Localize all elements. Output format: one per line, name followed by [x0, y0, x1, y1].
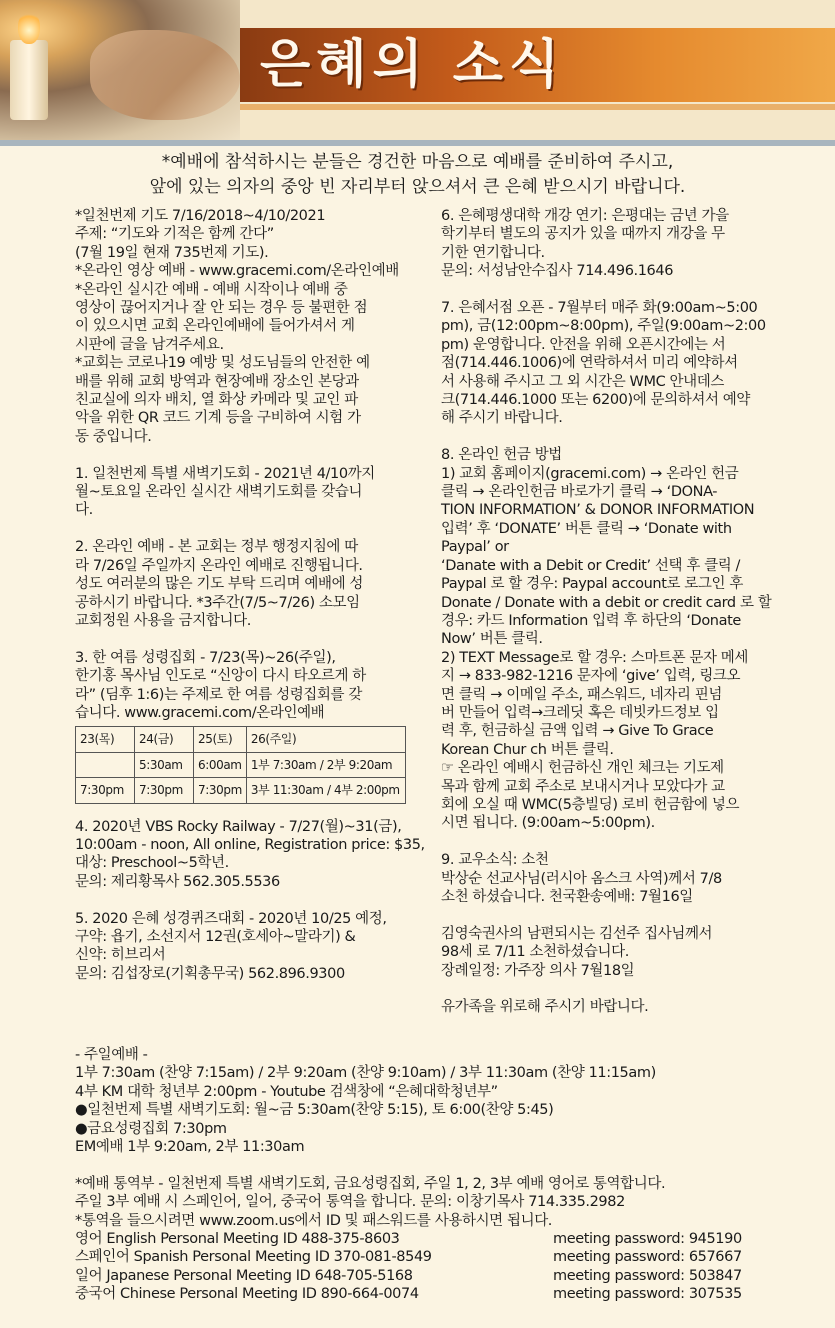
meeting-id: 영어 English Personal Meeting ID 488-375-8603	[75, 1231, 400, 1248]
candle-prayer-photo	[0, 0, 240, 140]
text-line: 신약: 히브리서	[75, 947, 166, 964]
text-line: 문의: 서성남안수집사 714.496.1646	[441, 263, 674, 280]
text-line: *일천번제 기도 7/16/2018~4/10/2021	[75, 208, 326, 224]
text-line: EM예배 1부 9:20am, 2부 11:30am	[75, 1139, 305, 1156]
right-column-text	[441, 207, 806, 1017]
text-line	[75, 630, 430, 648]
text-line: 공하시기 바랍니다. *3주간(7/5~7/26) 소모임	[75, 594, 360, 611]
text-line: 기한 연기합니다.	[441, 244, 545, 261]
text-line: 2) TEXT Message로 할 경우: 스마트폰 문자 메세	[441, 649, 749, 666]
text-line: 버 만들어 입력→크레딧 혹은 데빗카드정보 입	[441, 704, 719, 721]
text-line	[75, 891, 430, 909]
text-line: 입력’ 후 ‘DONATE’ 버튼 클릭 → ‘Donate with	[441, 520, 732, 537]
text-line: pm) 운영합니다. 안전을 위해 오픈시간에는 서	[441, 336, 726, 353]
text-line: 시판에 글을 남겨주세요.	[75, 336, 224, 353]
text-line	[75, 446, 430, 464]
text-line: 이 있으시면 교회 온라인예배에 들어가셔서 게	[75, 318, 355, 335]
text-line: 5. 2020 은혜 성경퀴즈대회 - 2020년 10/25 예정,	[75, 910, 387, 927]
text-line: *예배 통역부 - 일천번제 특별 새벽기도회, 금요성령집회, 주일 1, 2, 3부 예배 영어로 통역합니다.	[75, 1175, 666, 1192]
text-line: (7월 19일 현재 735번제 기도).	[75, 244, 269, 261]
right-column	[441, 207, 806, 1017]
meeting-id: 일어 Japanese Personal Meeting ID 648-705-5168	[75, 1267, 413, 1284]
text-line	[75, 1156, 805, 1174]
text-line	[441, 833, 806, 851]
text-line: 대상: Preschool~5학년.	[75, 855, 229, 872]
schedule-cell: 7:30pm	[135, 778, 194, 803]
text-line	[75, 520, 430, 538]
text-line: 시면 됩니다. (9:00am~5:00pm).	[441, 815, 655, 832]
meeting-password: meeting password: 503847	[553, 1267, 742, 1284]
text-line: 1) 교회 홈페이지(gracemi.com) → 온라인 헌금	[441, 465, 739, 482]
text-line: 클릭 → 온라인헌금 바로가기 클릭 → ‘DONA-	[441, 484, 718, 501]
text-line: 8. 온라인 헌금 방법	[441, 447, 562, 464]
schedule-row	[76, 752, 406, 777]
text-line: 김영숙권사의 남편되시는 김선주 집사님께서	[441, 925, 713, 942]
text-line: 지 → 833-982-1216 문자에 ‘give’ 입력, 링크오	[441, 668, 741, 685]
text-line	[441, 428, 806, 446]
text-line: pm), 금(12:00pm~8:00pm), 주일(9:00am~2:00	[441, 318, 766, 335]
text-line: TION INFORMATION’ & DONOR INFORMATION	[441, 502, 755, 519]
title-band-underline	[240, 104, 835, 110]
schedule-cell: 3부 11:30am / 4부 2:00pm	[246, 778, 405, 803]
text-line: ☞ 온라인 예배시 헌금하신 개인 체크는 기도제	[441, 760, 724, 777]
text-line: 해 주시기 바랍니다.	[441, 410, 563, 427]
text-line	[441, 906, 806, 924]
text-line: 력 후, 헌금하실 금액 입력 → Give To Grace	[441, 723, 714, 740]
text-line: 7. 은혜서점 오픈 - 7월부터 매주 화(9:00am~5:00	[441, 300, 758, 317]
meeting-row	[75, 1285, 805, 1303]
meeting-row	[75, 1248, 805, 1266]
header-separator	[0, 140, 835, 146]
left-column-text-2	[75, 818, 430, 984]
text-line: 주일 3부 예배 시 스페인어, 일어, 중국어 통역을 합니다. 문의: 이창기목사 714.335.2982	[75, 1194, 625, 1211]
praying-hands-image	[90, 30, 240, 120]
text-line: 친교실에 의자 배치, 열 화상 카메라 및 교인 파	[75, 392, 358, 409]
text-line: Donate / Donate with a debit or credit card 로 할	[441, 594, 772, 611]
text-line: 4부 KM 대학 청년부 2:00pm - Youtube 검색창에 “은혜대학청년부”	[75, 1083, 498, 1100]
text-line: 98세 로 7/11 소천하셨습니다.	[441, 944, 629, 961]
text-line: 한기홍 목사님 인도로 “신앙이 다시 타오르게 하	[75, 668, 366, 685]
bottom-section	[75, 1046, 805, 1304]
text-line	[441, 980, 806, 998]
text-line: 배를 위해 교회 방역과 현장예배 장소인 본당과	[75, 373, 359, 390]
text-line: 장례일정: 가주장 의사 7월18일	[441, 962, 635, 979]
schedule-row	[76, 778, 406, 803]
left-column	[75, 207, 430, 983]
schedule-cell: 5:30am	[135, 752, 194, 777]
text-line: 악을 위한 QR 코드 기계 등을 구비하여 시험 가	[75, 410, 361, 427]
schedule-cell: 23(목)	[76, 727, 135, 752]
text-line: 동 중입니다.	[75, 428, 152, 445]
text-line: 9. 교우소식: 소천	[441, 852, 549, 869]
text-line: *온라인 실시간 예배 - 예배 시작이나 예배 중	[75, 281, 348, 298]
text-line: 학기부터 별도의 공지가 있을 때까지 개강을 무	[441, 226, 725, 243]
text-line: 회에 오실 때 WMC(5층빌딩) 로비 헌금함에 넣으	[441, 796, 740, 813]
intro-notice	[0, 150, 835, 200]
text-line: *온라인 영상 예배 - www.gracemi.com/온라인예배	[75, 263, 399, 280]
text-line: 다.	[75, 502, 93, 519]
schedule-cell: 7:30pm	[76, 778, 135, 803]
header-banner	[0, 0, 835, 140]
text-line: 월~토요일 온라인 실시간 새벽기도회를 갖습니	[75, 484, 363, 501]
text-line: 주제: “기도와 기적은 함께 간다”	[75, 226, 274, 243]
intro-line-2: 앞에 있는 의자의 중앙 빈 자리부터 앉으셔서 큰 은혜 받으시기 바랍니다.	[149, 177, 686, 197]
meeting-id: 스페인어 Spanish Personal Meeting ID 370-081-8549	[75, 1249, 432, 1266]
meeting-password: meeting password: 307535	[553, 1286, 742, 1303]
schedule-cell: 7:30pm	[194, 778, 247, 803]
candle-icon	[10, 40, 48, 120]
text-line: ●일천번제 특별 새벽기도회: 월~금 5:30am(찬양 5:15), 토 6:00(찬양 5:45)	[75, 1102, 554, 1119]
text-line: 구약: 욥기, 소선지서 12권(호세아~말라기) &	[75, 928, 356, 945]
text-line: 2. 온라인 예배 - 본 교회는 정부 행정지침에 따	[75, 539, 358, 556]
text-line: *통역을 들으시려면 www.zoom.us에서 ID 및 패스워드를 사용하시면 됩니다.	[75, 1212, 553, 1229]
text-line: 성도 여러분의 많은 기도 부탁 드리며 예배에 성	[75, 576, 363, 593]
text-line: 라” (딤후 1:6)는 주제로 한 여름 성령집회를 갖	[75, 686, 362, 703]
schedule-cell: 26(주일)	[246, 727, 405, 752]
text-line: ●금요성령집회 7:30pm	[75, 1120, 227, 1137]
text-line: 6. 은혜평생대학 개강 연기: 은평대는 금년 가을	[441, 208, 729, 224]
schedule-cell: 25(토)	[194, 727, 247, 752]
worship-schedule	[75, 1046, 805, 1230]
text-line: 서 사용해 주시고 그 외 시간은 WMC 안내데스	[441, 373, 724, 390]
meeting-id: 중국어 Chinese Personal Meeting ID 890-664-0074	[75, 1286, 419, 1303]
intro-line-1: *예배에 참석하시는 분들은 경건한 마음으로 예배를 준비하여 주시고,	[161, 152, 674, 172]
schedule-cell: 6:00am	[194, 752, 247, 777]
text-line: 경우: 카드 Information 입력 후 하단의 ‘Donate	[441, 612, 741, 629]
revival-schedule-table	[75, 726, 406, 803]
text-line: 크(714.446.1000 또는 6200)에 문의하셔서 예약	[441, 392, 750, 409]
text-line: *교회는 코로나19 예방 및 성도님들의 안전한 예	[75, 355, 370, 372]
text-line: 영상이 끊어지거나 잘 안 되는 경우 등 불편한 점	[75, 300, 368, 317]
text-line: Now’ 버튼 클릭.	[441, 631, 543, 648]
text-line: 습니다. www.gracemi.com/온라인예배	[75, 704, 325, 721]
meeting-row	[75, 1230, 805, 1248]
text-line: 1. 일천번제 특별 새벽기도회 - 2021년 4/10까지	[75, 465, 375, 482]
text-line: Paypal 로 할 경우: Paypal account로 로그인 후	[441, 576, 743, 593]
meeting-row	[75, 1267, 805, 1285]
page-title: 은혜의 소식	[260, 34, 566, 95]
schedule-cell: 24(금)	[135, 727, 194, 752]
text-line: Paypal’ or	[441, 539, 509, 556]
left-column-text	[75, 207, 430, 722]
text-line: 유가족을 위로해 주시기 바랍니다.	[441, 999, 649, 1016]
text-line: 목과 함께 교회 주소로 보내시거나 모았다가 교	[441, 778, 725, 795]
text-line: 박상순 선교사님(러시아 옴스크 사역)께서 7/8	[441, 870, 722, 887]
text-line: 문의: 제리황목사 562.305.5536	[75, 873, 280, 890]
text-line: 1부 7:30am (찬양 7:15am) / 2부 9:20am (찬양 9:10am) / 3부 11:30am (찬양 11:15am)	[75, 1065, 656, 1082]
zoom-meeting-list	[75, 1230, 805, 1304]
schedule-cell: 1부 7:30am / 2부 9:20am	[246, 752, 405, 777]
text-line: ‘Danate with a Debit or Credit’ 선택 후 클릭 /	[441, 557, 741, 574]
text-line: 라 7/26일 주일까지 온라인 예배로 진행됩니다.	[75, 557, 363, 574]
text-line: 문의: 김섭장로(기획총무국) 562.896.9300	[75, 965, 345, 982]
text-line: 점(714.446.1006)에 연락하셔서 미리 예약하셔	[441, 355, 738, 372]
text-line: 10:00am - noon, All online, Registration price: $35,	[75, 836, 425, 853]
schedule-cell	[76, 752, 135, 777]
text-line: 소천 하셨습니다. 천국환송예배: 7월16일	[441, 888, 693, 905]
text-line: - 주일예배 -	[75, 1047, 148, 1063]
schedule-header-row	[76, 727, 406, 752]
flame-icon	[18, 10, 40, 44]
text-line: 3. 한 여름 성령집회 - 7/23(목)~26(주일),	[75, 649, 336, 666]
text-line	[441, 281, 806, 299]
meeting-password: meeting password: 945190	[553, 1231, 742, 1248]
text-line: 4. 2020년 VBS Rocky Railway - 7/27(월)~31(금),	[75, 818, 402, 835]
text-line: 교회정원 사용을 금지합니다.	[75, 612, 251, 629]
text-line: Korean Chur ch 버튼 클릭.	[441, 741, 614, 758]
text-line: 면 클릭 → 이메일 주소, 패스워드, 네자리 핀넘	[441, 686, 722, 703]
meeting-password: meeting password: 657667	[553, 1249, 742, 1266]
